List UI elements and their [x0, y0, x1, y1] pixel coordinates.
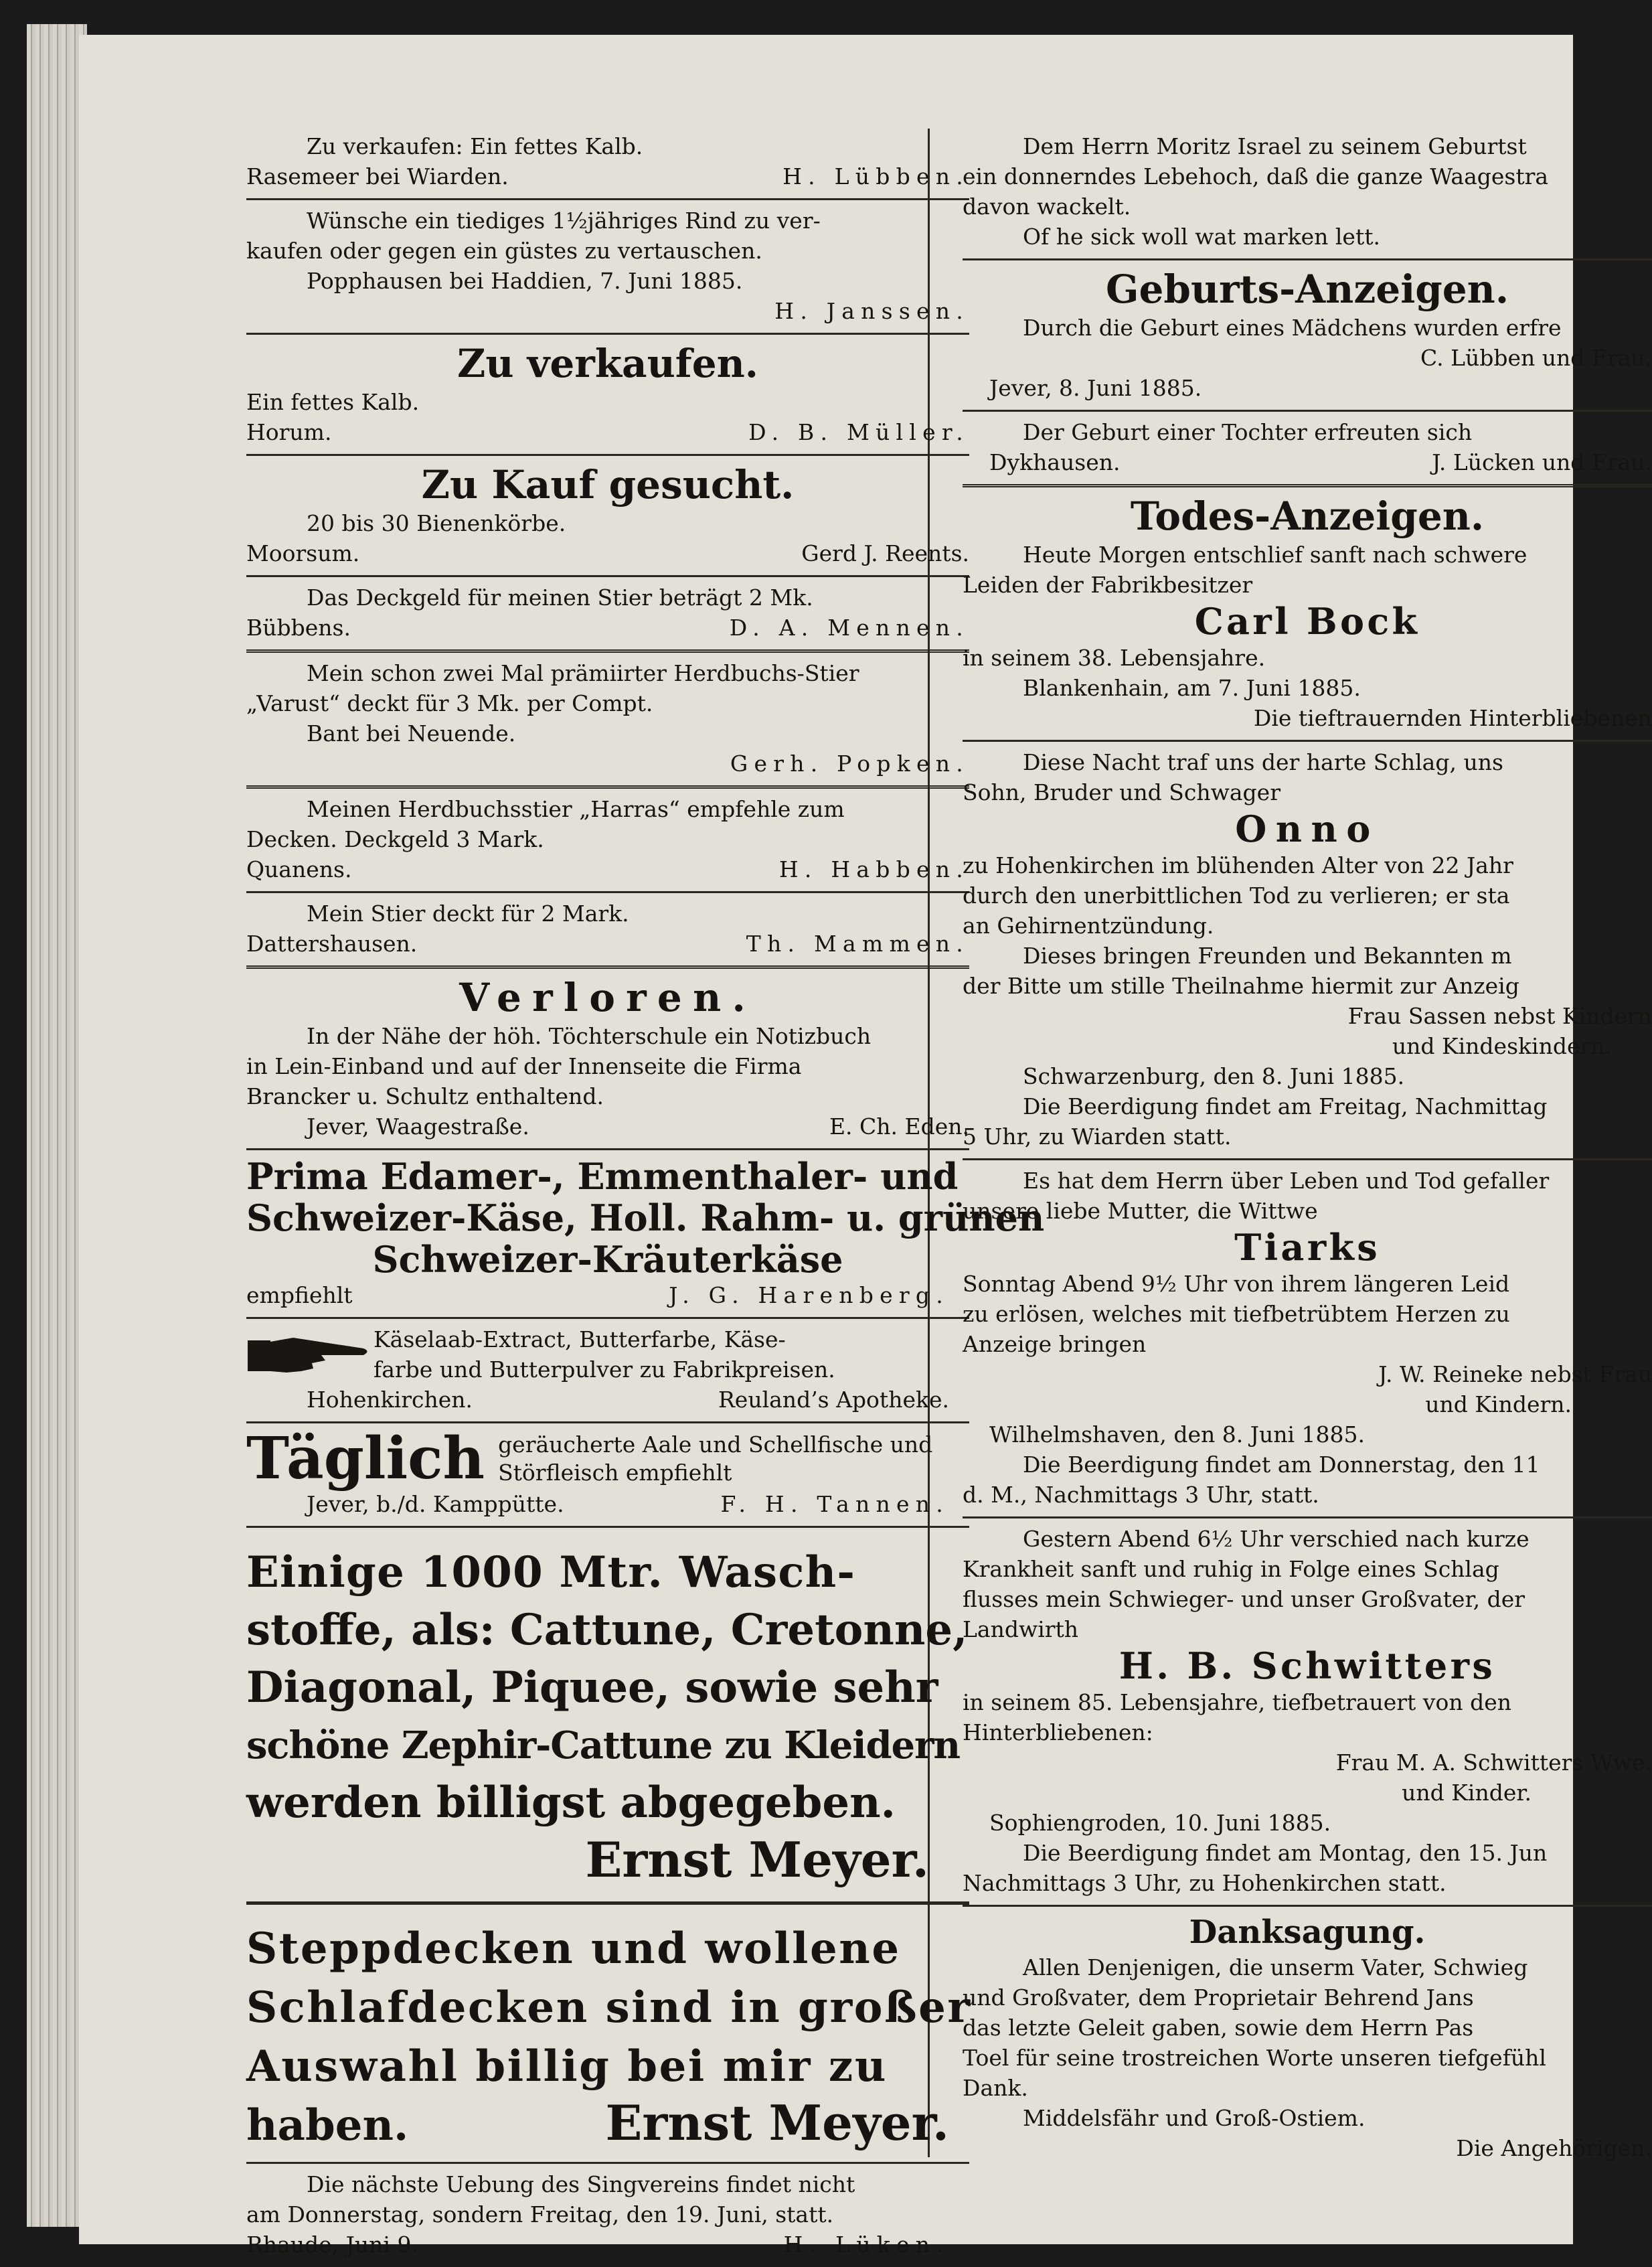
ad-text: Dank.	[963, 2075, 1028, 2101]
ad-headline: Diagonal, Piquee, sowie sehr	[246, 1662, 938, 1713]
ad-signature: H. Lüken.	[783, 2232, 949, 2258]
ad-text: geräucherte Aale und Schellfische und	[498, 1431, 933, 1458]
ad-separator	[246, 1317, 969, 1319]
ad-signature: J. Lücken und Frau.	[1432, 449, 1652, 475]
ad-separator	[963, 410, 1652, 412]
ad-text: zu Hohenkirchen im blühenden Alter von 22 Jahr	[963, 852, 1513, 878]
ad-signature: und Kindern.	[1425, 1391, 1572, 1417]
ad-text: Die Beerdigung findet am Montag, den 15. Jun	[1023, 1840, 1548, 1866]
ad-signature: F. H. Tannen.	[720, 1491, 949, 1517]
ad-text: Das Deckgeld für meinen Stier beträgt 2 Mk.	[307, 584, 813, 611]
ad-place: Jever, b./d. Kamppütte.	[307, 1491, 564, 1517]
ad-title: Zu Kauf gesucht.	[421, 462, 795, 507]
ad-text: am Donnerstag, sondern Freitag, den 19. Juni, statt.	[246, 2201, 834, 2227]
ad-place: Horum.	[246, 419, 332, 445]
ad-steppdecken-meyer	[246, 1907, 972, 2159]
ad-text: Dem Herrn Moritz Israel zu seinem Geburtst	[1023, 133, 1527, 159]
ad-signature: C. Lübben und Frau.	[1420, 345, 1652, 371]
ad-place: Dykhausen.	[989, 449, 1121, 475]
ad-text: Sophiengroden, 10. Juni 1885.	[989, 1810, 1331, 1836]
ad-headline: stoffe, als: Cattune, Cretonne,	[246, 1605, 968, 1655]
ad-text: In der Nähe der höh. Töchterschule ein Notizbuch	[307, 1023, 872, 1049]
ad-signature: D. A. Mennen.	[729, 615, 969, 641]
ad-text: durch den unerbittlichen Tod zu verlieren; er sta	[963, 882, 1510, 909]
ad-headline: haben.	[246, 2100, 409, 2151]
ad-separator	[246, 1901, 969, 1905]
ad-text: Jever, 8. Juni 1885.	[989, 375, 1202, 401]
ad-title: Verloren.	[459, 975, 756, 1020]
ad-text: 5 Uhr, zu Wiarden statt.	[963, 1123, 1232, 1150]
ad-signature: Reuland’s Apotheke.	[718, 1387, 949, 1413]
ad-text: Middelsfähr und Groß-Ostiem.	[1023, 2105, 1366, 2131]
ad-todes-onno	[963, 745, 1652, 1156]
ad-place: Jever, Waagestraße.	[307, 1113, 529, 1140]
ad-danksagung	[963, 1909, 1652, 2167]
ad-separator	[246, 891, 969, 893]
ad-headline: Schweizer-Kräuterkäse	[372, 1238, 843, 1281]
ad-text: Anzeige bringen	[963, 1331, 1147, 1357]
ad-taeglich-tannen	[246, 1426, 969, 1523]
ad-text: Ein fettes Kalb.	[246, 389, 420, 415]
ad-separator	[246, 454, 969, 456]
pointing-hand-icon	[246, 1331, 374, 1378]
ad-geburtstag-israel	[963, 129, 1652, 256]
ad-apotheke-reuland	[246, 1322, 969, 1419]
ad-text: in seinem 38. Lebensjahre.	[963, 645, 1266, 671]
ad-signature: H. Janssen.	[774, 298, 969, 324]
ad-text: Störfleisch empfiehlt	[498, 1460, 732, 1486]
ad-headline: Steppdecken und wollene	[246, 1924, 901, 1974]
ad-text: Diese Nacht traf uns der harte Schlag, uns	[1023, 749, 1503, 775]
ad-rind-janssen	[246, 203, 969, 330]
ad-separator	[963, 740, 1652, 742]
ad-title: Zu verkaufen.	[457, 341, 758, 386]
ad-separator	[246, 1421, 969, 1423]
ad-headline: Schweizer-Käse, Holl. Rahm- u. grünen	[246, 1196, 1045, 1239]
ad-separator	[246, 575, 969, 577]
ad-text: Die Beerdigung findet am Freitag, Nachmittag	[1023, 1093, 1548, 1119]
ad-stier-mammen	[246, 896, 969, 963]
ad-text: Decken. Deckgeld 3 Mark.	[246, 826, 544, 852]
ad-headline: schöne Zephir-Cattune zu Kleidern	[246, 1723, 960, 1768]
ad-text: Landwirth	[963, 1616, 1079, 1642]
ad-text: Popphausen bei Haddien, 7. Juni 1885.	[307, 268, 743, 294]
ad-text: an Gehirnentzündung.	[963, 913, 1214, 939]
ad-text: Gestern Abend 6½ Uhr verschied nach kurze	[1023, 1526, 1530, 1552]
ad-separator	[963, 1516, 1652, 1518]
ad-signature: Ernst Meyer.	[585, 1831, 929, 1888]
ad-verloren-eden	[246, 971, 969, 1146]
ad-text: Wilhelmshaven, den 8. Juni 1885.	[989, 1421, 1365, 1448]
ad-signature: D. B. Müller.	[748, 419, 969, 445]
ad-title: Todes-Anzeigen.	[1130, 493, 1485, 539]
ad-signature: Th. Mammen.	[746, 931, 969, 957]
ad-place: Rasemeer bei Wiarden.	[246, 163, 509, 189]
ad-text: Dieses bringen Freunden und Bekannten m	[1023, 943, 1512, 969]
ad-signature: Die Angehörigen.	[1456, 2135, 1652, 2161]
ad-separator	[246, 2162, 969, 2164]
ad-text: davon wackelt.	[963, 193, 1131, 220]
ad-text: Sonntag Abend 9½ Uhr von ihrem längeren Leid	[963, 1271, 1510, 1297]
ad-separator	[246, 649, 969, 653]
ad-kalb-luebben	[246, 129, 969, 196]
ad-text: das letzte Geleit gaben, sowie dem Herrn Pas	[963, 2015, 1474, 2041]
ad-text: Käselaab-Extract, Butterfarbe, Käse-	[374, 1326, 786, 1352]
ad-text: ein donnerndes Lebehoch, daß die ganze Waagestra	[963, 163, 1549, 189]
ad-todes-schwitters	[963, 1521, 1652, 1902]
ad-deceased-name: Carl Bock	[1194, 600, 1420, 643]
ad-tochter-luecken	[963, 414, 1652, 481]
ad-kauf-gesucht-reents	[246, 459, 969, 572]
right-column	[963, 129, 1652, 2167]
ad-headline: Prima Edamer-, Emmenthaler- und	[246, 1155, 959, 1198]
ad-text: Krankheit sanft und ruhig in Folge eines Schlag	[963, 1556, 1499, 1582]
ad-text: in seinem 85. Lebensjahre, tiefbetrauert von den	[963, 1689, 1511, 1715]
ad-place: Dattershausen.	[246, 931, 418, 957]
ad-separator	[246, 1148, 969, 1150]
ad-headline: Täglich	[246, 1425, 485, 1492]
ad-text: Mein schon zwei Mal prämiirter Herdbuchs-Stier	[307, 660, 859, 686]
ad-text: Of he sick woll wat marken lett.	[1023, 224, 1380, 250]
ad-text: Toel für seine trostreichen Worte unseren tiefgefühl	[963, 2045, 1546, 2071]
ad-deceased-name: Tiarks	[1234, 1226, 1380, 1269]
ad-text: Die Beerdigung findet am Donnerstag, den 11	[1023, 1452, 1540, 1478]
ad-separator	[246, 198, 969, 200]
ad-signature: H. Lübben.	[782, 163, 969, 189]
ad-separator	[963, 1905, 1652, 1907]
ad-place: Rhaude, Juni 9.	[246, 2232, 418, 2258]
ad-text: Durch die Geburt eines Mädchens wurden erfre	[1023, 315, 1562, 341]
ad-headline: Schlafdecken sind in großer	[246, 1982, 972, 2033]
ad-text: Blankenhain, am 7. Juni 1885.	[1023, 675, 1361, 701]
ad-deckgeld-mennen	[246, 580, 969, 647]
ad-waschstoffe-meyer	[246, 1531, 969, 1892]
ad-signature: Frau M. A. Schwitters Wwe.	[1335, 1749, 1652, 1776]
ad-text: empfiehlt	[246, 1282, 353, 1308]
ad-text: d. M., Nachmittags 3 Uhr, statt.	[963, 1482, 1319, 1508]
ad-signature: E. Ch. Eden.	[829, 1113, 969, 1140]
ad-text: farbe und Butterpulver zu Fabrikpreisen.	[374, 1356, 835, 1383]
ad-text: „Varust“ deckt für 3 Mk. per Compt.	[246, 690, 653, 716]
ad-signature: und Kindeskindern.	[1392, 1033, 1612, 1059]
ad-stier-popken	[246, 655, 969, 783]
ad-separator	[246, 965, 969, 969]
ad-separator	[963, 484, 1652, 487]
ad-text: Allen Denjenigen, die unserm Vater, Schwieg	[1023, 1954, 1528, 1980]
ad-signature: Frau Sassen nebst Kindern	[1347, 1003, 1652, 1029]
book-page-edges	[27, 24, 87, 2227]
newspaper-page	[79, 35, 1652, 2258]
ad-kaese-harenberg	[246, 1153, 1045, 1314]
ad-signature: Gerh. Popken.	[730, 751, 969, 777]
ad-text: Brancker u. Schultz enthaltend.	[246, 1083, 604, 1109]
ad-deceased-name: H. B. Schwitters	[1119, 1644, 1496, 1687]
ad-text: Die nächste Uebung des Singvereins findet nicht	[307, 2171, 855, 2197]
ad-headline: Einige 1000 Mtr. Wasch-	[246, 1547, 856, 1597]
ad-place: Moorsum.	[246, 540, 360, 566]
ad-title: Danksagung.	[1189, 1913, 1426, 1951]
ad-headline: Auswahl billig bei mir zu	[246, 2041, 888, 2092]
ad-text: Es hat dem Herrn über Leben und Tod gefaller	[1023, 1168, 1550, 1194]
ad-text: und Großvater, dem Proprietair Behrend Jans	[963, 1984, 1474, 2011]
ad-text: Sohn, Bruder und Schwager	[963, 779, 1281, 805]
ad-text: flusses mein Schwieger- und unser Großvater, der	[963, 1586, 1525, 1612]
ad-zu-verkaufen-mueller	[246, 337, 969, 451]
ad-text: Schwarzenburg, den 8. Juni 1885.	[1023, 1063, 1405, 1089]
ad-place: Hohenkirchen.	[307, 1387, 473, 1413]
ad-separator	[246, 333, 969, 335]
ad-title: Geburts-Anzeigen.	[1105, 266, 1509, 312]
ad-text: Meinen Herdbuchsstier „Harras“ empfehle zum	[307, 796, 845, 822]
ad-text: unsere liebe Mutter, die Wittwe	[963, 1198, 1318, 1224]
ad-text: Wünsche ein tiediges 1½jähriges Rind zu ver-	[307, 208, 821, 234]
ad-text: zu erlösen, welches mit tiefbetrübtem Herzen zu	[963, 1301, 1510, 1327]
ad-signature: J. W. Reineke nebst Frau	[1378, 1361, 1652, 1387]
ad-geburts-anzeigen	[963, 263, 1652, 407]
ad-todes-anzeigen-bock	[963, 490, 1652, 737]
ad-text: der Bitte um stille Theilnahme hiermit zur Anzeig	[963, 973, 1519, 999]
ad-text: kaufen oder gegen ein güstes zu vertauschen.	[246, 238, 762, 264]
ad-text: 20 bis 30 Bienenkörbe.	[307, 510, 566, 536]
ad-signature: Die tieftrauernden Hinterbliebenen	[1253, 705, 1652, 731]
ad-separator	[246, 1526, 969, 1528]
ad-signature: Ernst Meyer.	[605, 2094, 949, 2151]
ad-text: Der Geburt einer Tochter erfreuten sich	[1023, 419, 1473, 445]
ad-signature: J. G. Harenberg.	[669, 1282, 949, 1308]
ad-harras-habben	[246, 791, 969, 888]
ad-text: Heute Morgen entschlief sanft nach schwere	[1023, 542, 1527, 568]
ad-text: Mein Stier deckt für 2 Mark.	[307, 901, 629, 927]
ad-text: Leiden der Fabrikbesitzer	[963, 572, 1253, 598]
ad-place: Quanens.	[246, 856, 352, 882]
ad-deceased-name: Onno	[1235, 807, 1380, 850]
ad-todes-tiarks	[963, 1163, 1652, 1514]
ad-text: Nachmittags 3 Uhr, zu Hohenkirchen statt.	[963, 1870, 1447, 1896]
ad-separator	[963, 1158, 1652, 1160]
ad-text: Bant bei Neuende.	[307, 720, 516, 747]
ad-separator	[246, 785, 969, 789]
ad-separator	[963, 258, 1652, 260]
ad-singverein-lueken	[246, 2167, 969, 2264]
ad-headline: werden billigst abgegeben.	[246, 1778, 896, 1828]
ad-text: Zu verkaufen: Ein fettes Kalb.	[307, 133, 643, 159]
ad-signature: Gerd J. Reents.	[801, 540, 969, 566]
ad-text: in Lein-Einband und auf der Innenseite die Firma	[246, 1053, 802, 1079]
ad-signature: H. Habben.	[778, 856, 969, 882]
ad-place: Bübbens.	[246, 615, 351, 641]
ad-signature: und Kinder.	[1402, 1780, 1532, 1806]
ad-text: Hinterbliebenen:	[963, 1719, 1153, 1745]
